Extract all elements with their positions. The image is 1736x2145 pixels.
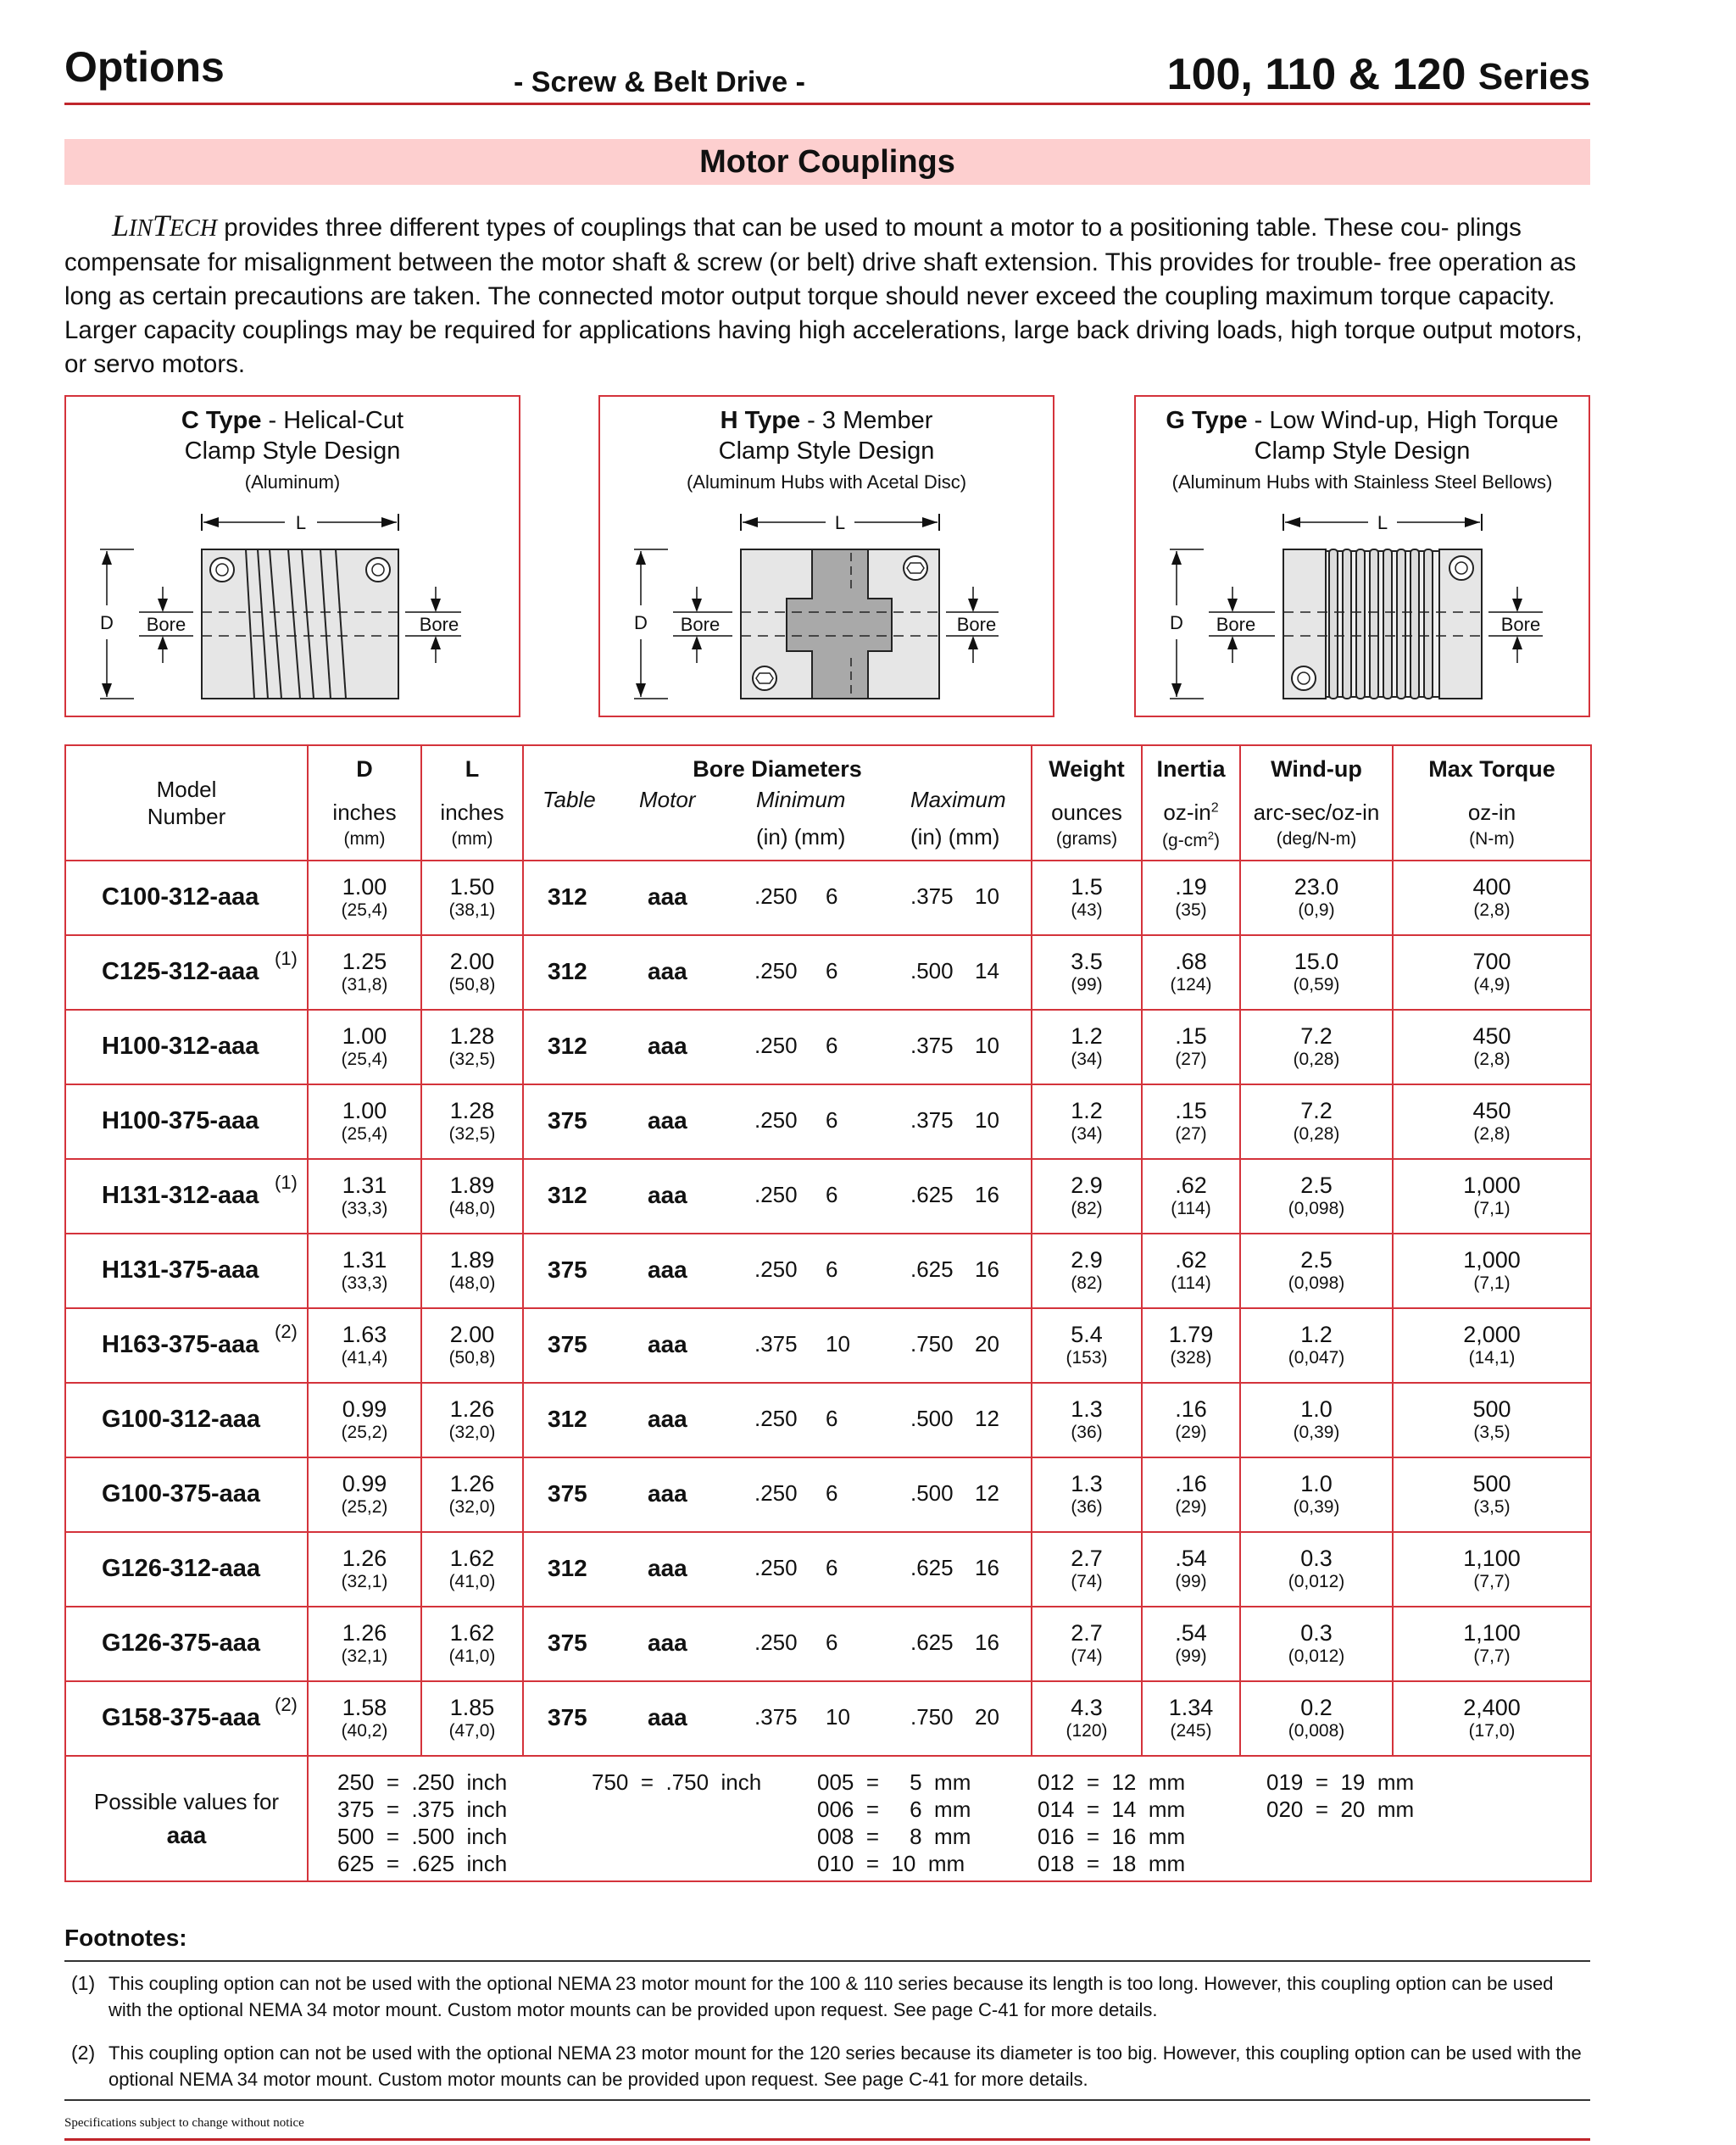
model-number-cell: H131-312-aaa (1) — [65, 1159, 308, 1234]
table-row — [65, 1383, 1591, 1457]
page-header — [64, 34, 1590, 102]
inertia-cell: 1.79 (328) — [1142, 1308, 1240, 1383]
d-cell: 1.26 (32,1) — [308, 1532, 421, 1607]
possible-values-col5: 019 = 19 mm 020 = 20 mm — [1266, 1769, 1415, 1822]
panel-type: G Type — [1166, 407, 1248, 434]
possible-values-col2: 750 = .750 inch — [592, 1769, 762, 1795]
torque-cell: 500 (3,5) — [1393, 1457, 1591, 1532]
model-number-cell: G126-312-aaa — [65, 1532, 308, 1607]
h-coupling-diagram — [600, 497, 1053, 717]
l-label: L — [1377, 512, 1388, 533]
inertia-cell: .19 (35) — [1142, 861, 1240, 935]
panel-c-type — [64, 395, 520, 717]
panel-title — [66, 405, 519, 466]
g-coupling-diagram — [1136, 497, 1589, 717]
inertia-cell: .62 (114) — [1142, 1234, 1240, 1308]
panel-material: (Aluminum Hubs with Stainless Steel Bellows) — [1171, 471, 1553, 493]
d-cell: 1.63 (41,4) — [308, 1308, 421, 1383]
weight-cell: 4.3 (120) — [1032, 1681, 1142, 1756]
table-row — [65, 1308, 1591, 1383]
min-units: (in) (mm) — [756, 824, 846, 850]
windup-cell: 1.0 (0,39) — [1240, 1457, 1393, 1532]
brand-t: T — [153, 209, 170, 242]
col-header-model: Model Number — [65, 745, 308, 861]
l-cell: 1.85 (47,0) — [421, 1681, 523, 1756]
section-title: Motor Couplings — [699, 144, 955, 180]
weight-cell: 1.3 (36) — [1032, 1457, 1142, 1532]
model-number-cell: G100-312-aaa — [65, 1383, 308, 1457]
possible-values-col3: 005 = 5 mm 006 = 6 mm 008 = 8 mm 010 = 10 mm — [817, 1769, 971, 1876]
windup-cell: 23.0 (0,9) — [1240, 861, 1393, 935]
inertia-cell: .16 (29) — [1142, 1457, 1240, 1532]
windup-cell: 7.2 (0,28) — [1240, 1084, 1393, 1159]
inertia-cell: .62 (114) — [1142, 1159, 1240, 1234]
table-row — [65, 1681, 1591, 1756]
panel-desc2: Clamp Style Design — [184, 437, 401, 465]
torque-cell: 1,100 (7,7) — [1393, 1607, 1591, 1681]
bore-cell: 375 aaa .250 6 .625 16 — [523, 1234, 1032, 1308]
l-cell: 1.28 (32,5) — [421, 1010, 523, 1084]
weight-cell: 2.9 (82) — [1032, 1234, 1142, 1308]
table-row — [65, 1457, 1591, 1532]
header-subtitle: - Screw & Belt Drive - — [514, 66, 805, 98]
l-cell: 2.00 (50,8) — [421, 1308, 523, 1383]
l-cell: 1.50 (38,1) — [421, 861, 523, 935]
section-band — [64, 139, 1590, 185]
model-number-cell: H131-375-aaa — [65, 1234, 308, 1308]
torque-cell: 1,000 (7,1) — [1393, 1234, 1591, 1308]
model-number-cell: H100-312-aaa — [65, 1010, 308, 1084]
footer-rule — [64, 2099, 1590, 2101]
col-header-weight: Weight ounces (grams) — [1032, 745, 1142, 861]
torque-cell: 2,000 (14,1) — [1393, 1308, 1591, 1383]
col-header-windup: Wind-up arc-sec/oz-in (deg/N-m) — [1240, 745, 1393, 861]
brand-ech: ECH — [170, 215, 218, 242]
windup-cell: 2.5 (0,098) — [1240, 1234, 1393, 1308]
series-title — [1167, 49, 1590, 100]
l-label: L — [295, 512, 307, 533]
inertia-cell: .15 (27) — [1142, 1010, 1240, 1084]
weight-cell: 1.5 (43) — [1032, 861, 1142, 935]
model-number-cell: H100-375-aaa — [65, 1084, 308, 1159]
weight-cell: 1.2 (34) — [1032, 1084, 1142, 1159]
windup-cell: 1.2 (0,047) — [1240, 1308, 1393, 1383]
torque-cell: 450 (2,8) — [1393, 1010, 1591, 1084]
weight-cell: 3.5 (99) — [1032, 935, 1142, 1010]
table-row — [65, 935, 1591, 1010]
intro-text: provides three different types of couplings that can be used to mount a motor to a positioning table. These cou- plings compensate for misalignment between the motor shaft & screw (or belt) drive shaft extension. This provides for trouble- free operation as long as certain precautions are taken. The connected motor output torque should never exceed the coupling maximum torque capacity. Larger capacity couplings may be required for applications having high accelerations, large back driving loads, high torque output motors, or servo motors. — [64, 214, 1583, 378]
d-label: D — [1170, 612, 1183, 633]
col-header-minimum: Minimum — [756, 787, 846, 812]
torque-cell: 1,000 (7,1) — [1393, 1159, 1591, 1234]
inertia-cell: .54 (99) — [1142, 1532, 1240, 1607]
bore-label-right: Bore — [1500, 614, 1541, 635]
torque-cell: 700 (4,9) — [1393, 935, 1591, 1010]
panel-type: C Type — [181, 407, 262, 434]
d-cell: 1.25 (31,8) — [308, 935, 421, 1010]
d-cell: 1.58 (40,2) — [308, 1681, 421, 1756]
weight-cell: 5.4 (153) — [1032, 1308, 1142, 1383]
table-row — [65, 861, 1591, 935]
windup-cell: 15.0 (0,59) — [1240, 935, 1393, 1010]
col-header-maximum: Maximum — [910, 787, 1006, 812]
panel-title — [1136, 405, 1589, 466]
bore-cell: 312 aaa .250 6 .375 10 — [523, 1010, 1032, 1084]
table-row — [65, 1159, 1591, 1234]
possible-values-col1: 250 = .250 inch 375 = .375 inch 500 = .500 inch 625 = .625 inch — [337, 1769, 508, 1876]
bore-cell: 375 aaa .250 6 .625 16 — [523, 1607, 1032, 1681]
model-number-cell: G158-375-aaa (2) — [65, 1681, 308, 1756]
footer-note: Specifications subject to change without notice — [64, 2116, 304, 2130]
max-units: (in) (mm) — [910, 824, 1000, 850]
model-number-cell: G100-375-aaa — [65, 1457, 308, 1532]
bore-label-right: Bore — [956, 614, 997, 635]
bore-cell: 375 aaa .375 10 .750 20 — [523, 1308, 1032, 1383]
bore-label-left: Bore — [1216, 614, 1256, 635]
brand-in: IN — [129, 215, 153, 242]
coupling-specs-table — [64, 744, 1592, 1882]
model-number-cell: C100-312-aaa — [65, 861, 308, 935]
weight-cell: 2.9 (82) — [1032, 1159, 1142, 1234]
model-number-cell: C125-312-aaa (1) — [65, 935, 308, 1010]
col-header-l: L inches (mm) — [421, 745, 523, 861]
table-row — [65, 1532, 1591, 1607]
l-cell: 1.62 (41,0) — [421, 1607, 523, 1681]
bore-cell: 312 aaa .250 6 .500 12 — [523, 1383, 1032, 1457]
bore-label-left: Bore — [146, 614, 186, 635]
windup-cell: 7.2 (0,28) — [1240, 1010, 1393, 1084]
table-header-row — [65, 745, 1591, 861]
windup-cell: 0.3 (0,012) — [1240, 1532, 1393, 1607]
bore-cell: 312 aaa .250 6 .625 16 — [523, 1532, 1032, 1607]
windup-cell: 2.5 (0,098) — [1240, 1159, 1393, 1234]
torque-cell: 500 (3,5) — [1393, 1383, 1591, 1457]
d-cell: 1.00 (25,4) — [308, 1084, 421, 1159]
table-row — [65, 1607, 1591, 1681]
col-header-motor: Motor — [639, 787, 696, 812]
panel-desc: - Low Wind-up, High Torque — [1247, 407, 1559, 434]
l-cell: 1.89 (48,0) — [421, 1159, 523, 1234]
brand-name — [64, 209, 217, 242]
l-cell: 1.62 (41,0) — [421, 1532, 523, 1607]
weight-cell: 2.7 (74) — [1032, 1532, 1142, 1607]
windup-cell: 1.0 (0,39) — [1240, 1383, 1393, 1457]
bore-label-left: Bore — [680, 614, 721, 635]
l-cell: 1.26 (32,0) — [421, 1457, 523, 1532]
inertia-cell: .16 (29) — [1142, 1383, 1240, 1457]
possible-values-label: Possible values for aaa — [65, 1756, 308, 1881]
col-header-table: Table — [542, 787, 596, 812]
inertia-cell: .54 (99) — [1142, 1607, 1240, 1681]
model-number-cell: H163-375-aaa (2) — [65, 1308, 308, 1383]
d-cell: 1.00 (25,4) — [308, 1010, 421, 1084]
d-cell: 1.31 (33,3) — [308, 1234, 421, 1308]
brand-l: L — [112, 209, 130, 242]
windup-cell: 0.2 (0,008) — [1240, 1681, 1393, 1756]
d-cell: 0.99 (25,2) — [308, 1457, 421, 1532]
l-label: L — [834, 512, 846, 533]
possible-values-row — [65, 1756, 1591, 1881]
d-label: D — [634, 612, 648, 633]
torque-cell: 450 (2,8) — [1393, 1084, 1591, 1159]
table-row — [65, 1234, 1591, 1308]
col-header-inertia: Inertia $oz-in^2$ $(g-cm^2)$ — [1142, 745, 1240, 861]
bore-cell: 375 aaa .250 6 .375 10 — [523, 1084, 1032, 1159]
panel-material: (Aluminum Hubs with Acetal Disc) — [686, 471, 967, 493]
inertia-cell: .68 (124) — [1142, 935, 1240, 1010]
windup-cell: 0.3 (0,012) — [1240, 1607, 1393, 1681]
possible-values-list — [308, 1756, 1591, 1881]
l-cell: 1.28 (32,5) — [421, 1084, 523, 1159]
bottom-rule — [64, 2138, 1590, 2141]
bore-cell: 375 aaa .375 10 .750 20 — [523, 1681, 1032, 1756]
weight-cell: 1.3 (36) — [1032, 1383, 1142, 1457]
bore-cell: 312 aaa .250 6 .375 10 — [523, 861, 1032, 935]
inertia-cell: 1.34 (245) — [1142, 1681, 1240, 1756]
intro-paragraph — [64, 209, 1590, 382]
footnotes-rule — [64, 1960, 1590, 1962]
section-name: Options — [64, 43, 225, 91]
footnotes-title: Footnotes: — [64, 1925, 187, 1951]
torque-cell: 1,100 (7,7) — [1393, 1532, 1591, 1607]
l-cell: 1.26 (32,0) — [421, 1383, 523, 1457]
d-cell: 0.99 (25,2) — [308, 1383, 421, 1457]
col-header-d: D inches (mm) — [308, 745, 421, 861]
inertia-cell: .15 (27) — [1142, 1084, 1240, 1159]
bore-label-right: Bore — [419, 614, 459, 635]
bore-cell: 312 aaa .250 6 .500 14 — [523, 935, 1032, 1010]
possible-values-col4: 012 = 12 mm 014 = 14 mm 016 = 16 mm 018 = 18 mm — [1038, 1769, 1186, 1876]
series-numbers: 100, 110 & 120 — [1166, 50, 1466, 99]
panel-h-type — [598, 395, 1054, 717]
panel-desc: - 3 Member — [800, 407, 933, 434]
panel-g-type — [1134, 395, 1590, 717]
weight-cell: 2.7 (74) — [1032, 1607, 1142, 1681]
l-cell: 2.00 (50,8) — [421, 935, 523, 1010]
series-word: Series — [1477, 56, 1590, 98]
d-cell: 1.00 (25,4) — [308, 861, 421, 935]
bore-cell: 375 aaa .250 6 .500 12 — [523, 1457, 1032, 1532]
col-header-bore: Bore Diameters Table Motor Minimum Maximum (in) (mm) (in) (mm) — [523, 745, 1032, 861]
c-coupling-diagram — [66, 497, 519, 717]
panel-type: H Type — [720, 407, 801, 434]
table-row — [65, 1084, 1591, 1159]
header-rule — [64, 103, 1590, 105]
d-label: D — [100, 612, 114, 633]
d-cell: 1.31 (33,3) — [308, 1159, 421, 1234]
l-cell: 1.89 (48,0) — [421, 1234, 523, 1308]
panel-material: (Aluminum) — [244, 471, 341, 493]
torque-cell: 400 (2,8) — [1393, 861, 1591, 935]
col-header-torque: Max Torque oz-in (N-m) — [1393, 745, 1591, 861]
panel-title — [600, 405, 1053, 466]
model-number-cell: G126-375-aaa — [65, 1607, 308, 1681]
weight-cell: 1.2 (34) — [1032, 1010, 1142, 1084]
panel-desc2: Clamp Style Design — [718, 437, 935, 465]
torque-cell: 2,400 (17,0) — [1393, 1681, 1591, 1756]
bore-cell: 312 aaa .250 6 .625 16 — [523, 1159, 1032, 1234]
panel-desc2: Clamp Style Design — [1254, 437, 1471, 465]
table-row — [65, 1010, 1591, 1084]
d-cell: 1.26 (32,1) — [308, 1607, 421, 1681]
panel-desc: - Helical-Cut — [261, 407, 404, 434]
